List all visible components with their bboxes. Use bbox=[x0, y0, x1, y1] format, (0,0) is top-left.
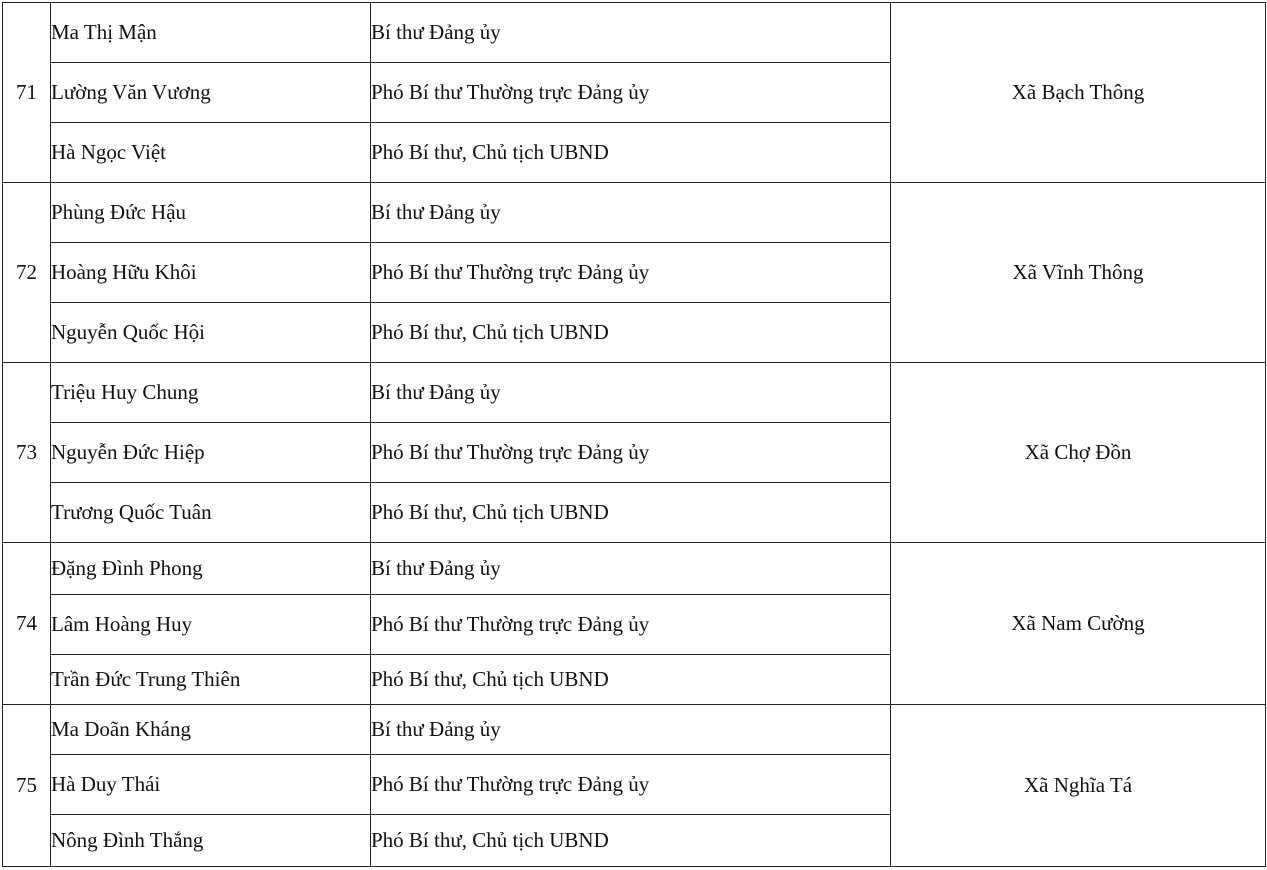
personnel-table bbox=[2, 2, 1266, 867]
table-row bbox=[3, 3, 1266, 63]
person-role: Phó Bí thư Thường trực Đảng ủy bbox=[371, 423, 891, 483]
commune-name: Xã Vĩnh Thông bbox=[891, 183, 1266, 363]
commune-name: Xã Chợ Đồn bbox=[891, 363, 1266, 543]
person-role: Phó Bí thư, Chủ tịch UBND bbox=[371, 483, 891, 543]
person-role: Bí thư Đảng ủy bbox=[371, 3, 891, 63]
person-name: Phùng Đức Hậu bbox=[51, 183, 371, 243]
commune-name: Xã Bạch Thông bbox=[891, 3, 1266, 183]
person-name: Ma Doãn Kháng bbox=[51, 705, 371, 755]
person-name: Đặng Đình Phong bbox=[51, 543, 371, 595]
person-name: Trương Quốc Tuân bbox=[51, 483, 371, 543]
person-name: Nguyễn Quốc Hội bbox=[51, 303, 371, 363]
row-number: 72 bbox=[3, 183, 51, 363]
table-row bbox=[3, 543, 1266, 595]
person-role: Bí thư Đảng ủy bbox=[371, 183, 891, 243]
person-name: Ma Thị Mận bbox=[51, 3, 371, 63]
commune-name: Xã Nam Cường bbox=[891, 543, 1266, 705]
person-role: Phó Bí thư, Chủ tịch UBND bbox=[371, 655, 891, 705]
person-name: Triệu Huy Chung bbox=[51, 363, 371, 423]
person-role: Phó Bí thư Thường trực Đảng ủy bbox=[371, 595, 891, 655]
person-role: Phó Bí thư Thường trực Đảng ủy bbox=[371, 243, 891, 303]
row-number: 73 bbox=[3, 363, 51, 543]
person-name: Lường Văn Vương bbox=[51, 63, 371, 123]
table-row bbox=[3, 183, 1266, 243]
person-role: Phó Bí thư Thường trực Đảng ủy bbox=[371, 755, 891, 815]
person-role: Bí thư Đảng ủy bbox=[371, 363, 891, 423]
person-role: Phó Bí thư Thường trực Đảng ủy bbox=[371, 63, 891, 123]
table-row bbox=[3, 363, 1266, 423]
person-role: Phó Bí thư, Chủ tịch UBND bbox=[371, 815, 891, 867]
person-role: Phó Bí thư, Chủ tịch UBND bbox=[371, 303, 891, 363]
person-name: Lâm Hoàng Huy bbox=[51, 595, 371, 655]
person-name: Trần Đức Trung Thiên bbox=[51, 655, 371, 705]
row-number: 75 bbox=[3, 705, 51, 867]
person-name: Hà Ngọc Việt bbox=[51, 123, 371, 183]
person-name: Nguyễn Đức Hiệp bbox=[51, 423, 371, 483]
row-number: 71 bbox=[3, 3, 51, 183]
table-row bbox=[3, 705, 1266, 755]
person-role: Bí thư Đảng ủy bbox=[371, 705, 891, 755]
person-name: Hoàng Hữu Khôi bbox=[51, 243, 371, 303]
person-name: Hà Duy Thái bbox=[51, 755, 371, 815]
commune-name: Xã Nghĩa Tá bbox=[891, 705, 1266, 867]
row-number: 74 bbox=[3, 543, 51, 705]
person-role: Bí thư Đảng ủy bbox=[371, 543, 891, 595]
person-name: Nông Đình Thắng bbox=[51, 815, 371, 867]
person-role: Phó Bí thư, Chủ tịch UBND bbox=[371, 123, 891, 183]
